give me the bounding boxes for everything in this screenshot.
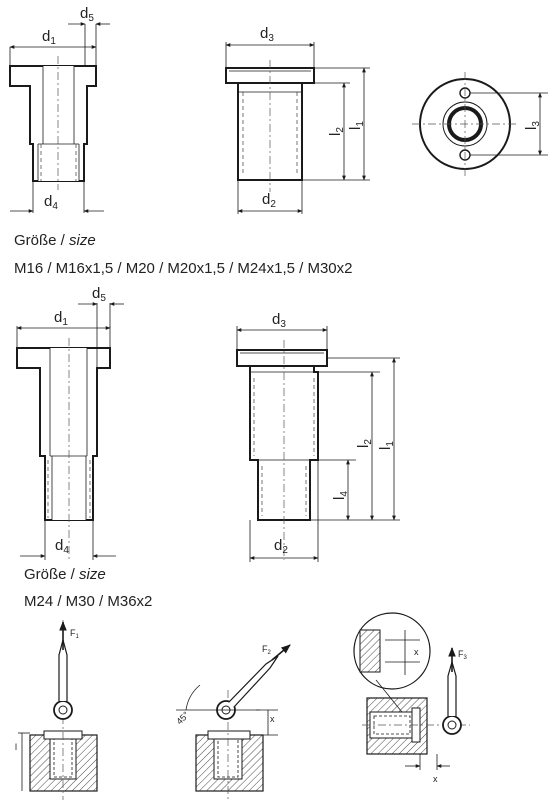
label-d1-row1: $d_1$ [42,28,56,47]
label-f2: $F_2$ [262,644,271,656]
label-f1: $F_1$ [70,628,79,640]
label-d4-row1: $d_4$ [44,193,58,212]
label-d4-row2: $d_4$ [55,537,69,556]
label-x-detail: x [414,647,419,657]
label-d3-row2: $d_3$ [272,311,286,330]
label-d3-row1: $d_3$ [260,25,274,44]
label-l1-row2: $l_1$ [377,441,396,450]
caption2-sizes: M24 / M30 / M36x2 [24,593,153,610]
caption1-sizes: M16 / M16x1,5 / M20 / M20x1,5 / M24x1,5 / M30x2 [14,260,353,277]
label-l3-row1: $l_3$ [523,121,542,130]
caption2-title: Größe / size [24,566,106,583]
section-view-small [10,24,110,213]
caption1-title: Größe / size [14,232,96,249]
label-angle: 45° [174,709,192,727]
section-view-large [17,303,124,560]
label-l2-row1: $l_2$ [327,127,346,136]
label-d5-row2: $d_5$ [92,285,106,304]
label-l2-row2: $l_2$ [355,439,374,448]
load-case-f3 [354,613,470,770]
label-l4-row2: $l_4$ [331,491,350,500]
label-f3: $F_3$ [458,649,467,661]
side-view-large [237,326,400,562]
label-d2-row2: $d_2$ [274,537,288,556]
label-x-f2: x [270,714,275,724]
top-view [412,72,548,176]
label-x-f3: x [433,774,438,784]
load-case-f1 [18,620,97,800]
label-d2-row1: $d_2$ [262,191,276,210]
label-d5-row1: $d_5$ [80,5,94,24]
label-d1-row2: $d_1$ [54,309,68,328]
label-l-load: l [15,742,17,752]
label-l1-row1: $l_1$ [347,121,366,130]
